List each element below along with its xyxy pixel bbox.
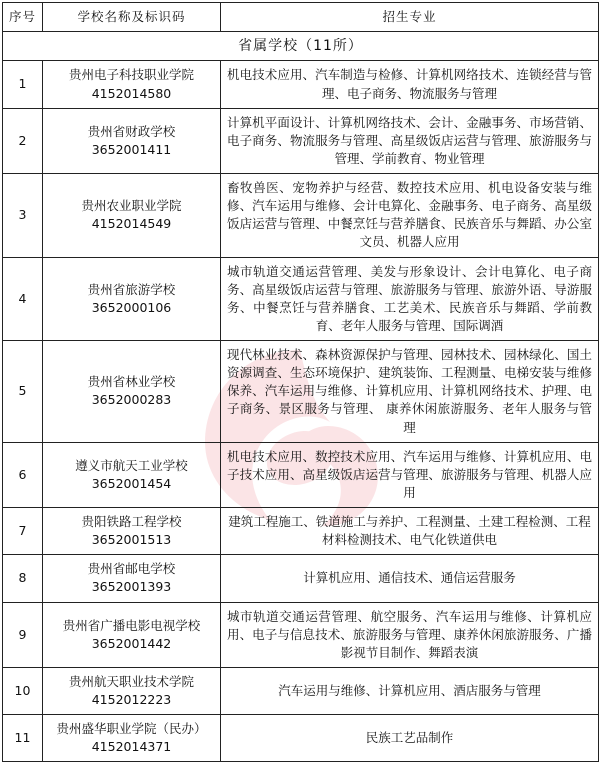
column-header-majors: 招生专业 — [221, 3, 599, 32]
table-row — [3, 442, 599, 507]
table-body — [3, 32, 599, 762]
school-cell — [43, 508, 221, 555]
school-cell — [43, 602, 221, 667]
school-name: 遵义市航天工业学校 — [75, 457, 188, 473]
school-code: 3652001454 — [91, 475, 172, 491]
school-cell — [43, 667, 221, 714]
school-code: 3652001393 — [91, 579, 172, 595]
row-number: 9 — [3, 602, 43, 667]
enrollment-table — [2, 2, 599, 762]
table-row — [3, 61, 599, 108]
majors-cell: 机电技术应用、数控技术应用、汽车运用与维修、计算机应用、电子技术应用、高星级饭店运营与管理、旅游服务与管理、机器人应用 — [221, 442, 599, 507]
row-number: 8 — [3, 555, 43, 602]
column-header-school: 学校名称及标识码 — [43, 3, 221, 32]
row-number: 4 — [3, 257, 43, 341]
school-name: 贵州省旅游学校 — [87, 281, 176, 297]
school-cell — [43, 108, 221, 173]
majors-cell: 计算机平面设计、计算机网络技术、会计、金融事务、市场营销、电子商务、物流服务与管理、高星级饭店运营与管理、旅游服务与管理、学前教育、物业管理 — [221, 108, 599, 173]
majors-cell: 现代林业技术、森林资源保护与管理、园林技术、园林绿化、国土资源调查、生态环境保护、建筑装饰、工程测量、电梯安装与维修保养、汽车运用与维修、计算机应用、计算机网络技术、护理、电子商务、景区服务与管理、 康养休闲旅游服务、老年人服务与管理 — [221, 341, 599, 443]
school-name: 贵阳铁路工程学校 — [81, 514, 182, 530]
school-code: 3652001513 — [91, 532, 172, 548]
row-number: 6 — [3, 442, 43, 507]
school-cell — [43, 442, 221, 507]
school-cell — [43, 257, 221, 341]
school-cell — [43, 61, 221, 108]
school-code: 3652000283 — [91, 392, 172, 408]
school-cell — [43, 174, 221, 258]
majors-cell: 畜牧兽医、宠物养护与经营、数控技术应用、机电设备安装与维修、汽车运用与维修、会计电算化、金融事务、电子商务、高星级饭店运营与管理、中餐烹饪与营养膳食、民族音乐与舞蹈、办公室文员、机器人应用 — [221, 174, 599, 258]
majors-cell: 建筑工程施工、铁道施工与养护、工程测量、土建工程检测、工程材料检测技术、电气化铁道供电 — [221, 508, 599, 555]
school-cell — [43, 341, 221, 443]
majors-cell: 城市轨道交通运营管理、美发与形象设计、会计电算化、电子商务、高星级饭店运营与管理、旅游服务与管理、旅游外语、导游服务、中餐烹饪与营养膳食、工艺美术、民族音乐与舞蹈、学前教育、老年人服务与管理、国际调酒 — [221, 257, 599, 341]
row-number: 2 — [3, 108, 43, 173]
table-row — [3, 174, 599, 258]
table-row — [3, 555, 599, 602]
row-number: 10 — [3, 667, 43, 714]
school-code: 3652001442 — [91, 635, 172, 651]
table-header-row — [3, 3, 599, 32]
majors-cell: 城市轨道交通运营管理、航空服务、汽车运用与维修、计算机应用、电子与信息技术、旅游服务与管理、康养休闲旅游服务、广播影视节目制作、舞蹈表演 — [221, 602, 599, 667]
school-name: 贵州省邮电学校 — [87, 561, 176, 577]
school-code: 3652001411 — [91, 141, 172, 157]
school-name: 贵州盛华职业学院（民办） — [56, 721, 207, 737]
table-row — [3, 508, 599, 555]
school-cell — [43, 715, 221, 762]
school-code: 4152014371 — [91, 739, 172, 755]
majors-cell: 汽车运用与维修、计算机应用、酒店服务与管理 — [221, 667, 599, 714]
table-row — [3, 602, 599, 667]
row-number: 7 — [3, 508, 43, 555]
row-number: 5 — [3, 341, 43, 443]
table-row — [3, 715, 599, 762]
school-name: 贵州电子科技职业学院 — [68, 67, 194, 83]
school-name: 贵州省林业学校 — [87, 374, 176, 390]
section-header-row — [3, 32, 599, 61]
majors-cell: 机电技术应用、汽车制造与检修、计算机网络技术、连锁经营与管理、电子商务、物流服务与管理 — [221, 61, 599, 108]
row-number: 1 — [3, 61, 43, 108]
school-name: 贵州省财政学校 — [87, 123, 176, 139]
school-code: 4152014580 — [91, 85, 172, 101]
table-row — [3, 108, 599, 173]
table-row — [3, 667, 599, 714]
majors-cell: 计算机应用、通信技术、通信运营服务 — [221, 555, 599, 602]
row-number: 3 — [3, 174, 43, 258]
section-title: 省属学校（11所） — [3, 32, 599, 61]
column-header-no: 序号 — [3, 3, 43, 32]
school-name: 贵州航天职业技术学院 — [68, 673, 194, 689]
row-number: 11 — [3, 715, 43, 762]
school-code: 4152014549 — [91, 216, 172, 232]
table-row — [3, 341, 599, 443]
school-code: 3652000106 — [91, 299, 172, 315]
majors-cell: 民族工艺品制作 — [221, 715, 599, 762]
table-row — [3, 257, 599, 341]
school-cell — [43, 555, 221, 602]
school-code: 4152012223 — [91, 692, 172, 708]
school-name: 贵州省广播电影电视学校 — [62, 617, 201, 633]
school-name: 贵州农业职业学院 — [81, 198, 182, 214]
